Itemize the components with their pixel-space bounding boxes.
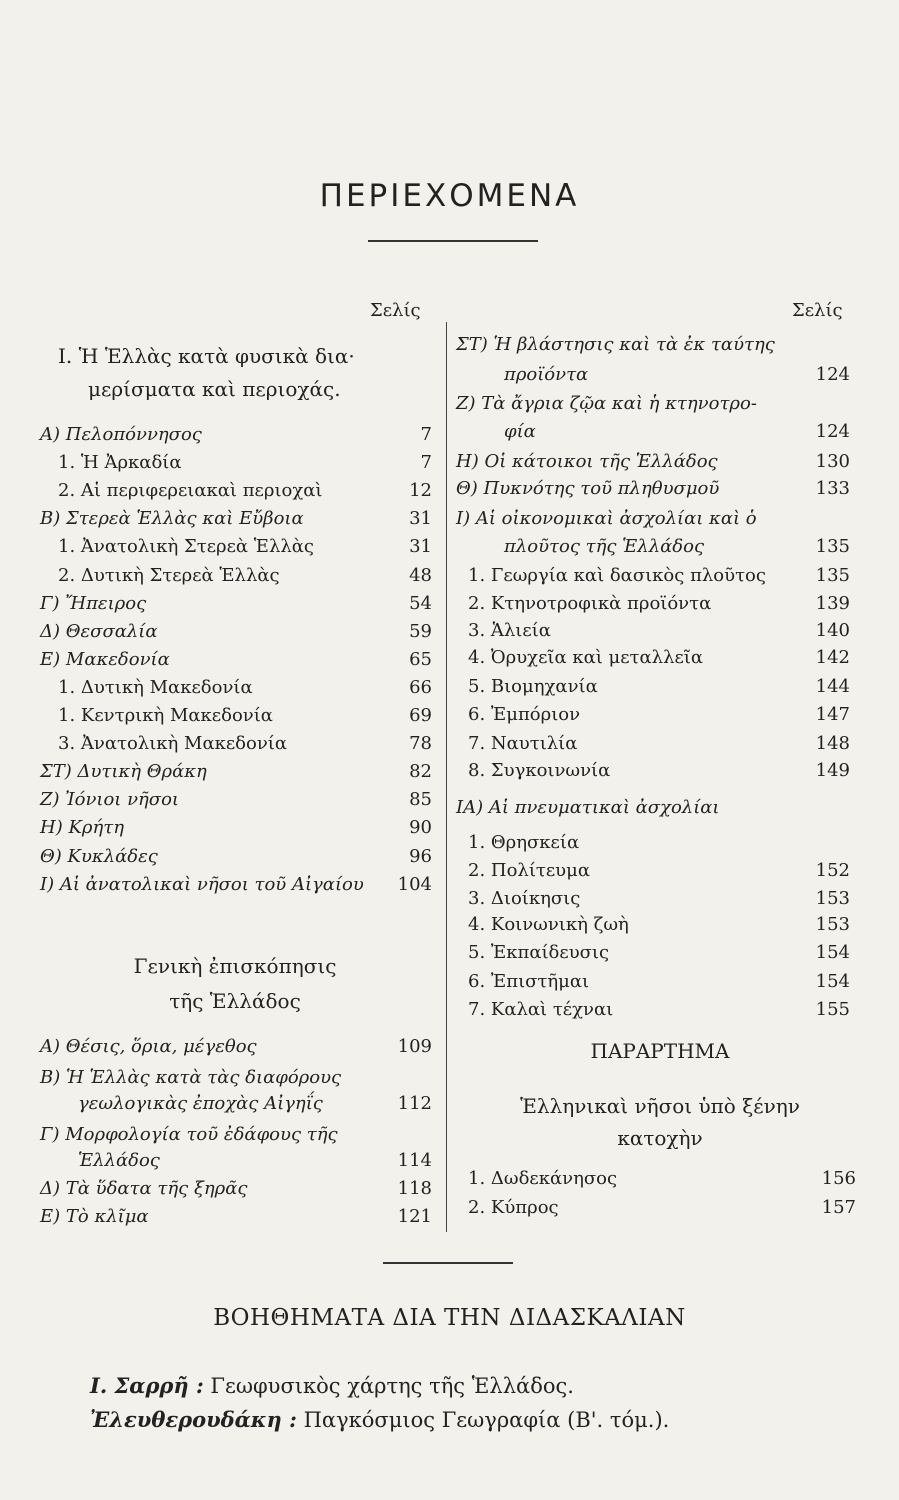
toc-entry-page: 48 <box>409 564 432 586</box>
toc-entry-page: 139 <box>815 593 850 614</box>
toc-entry-label: Η) Κρήτη <box>40 817 124 839</box>
toc-entry-label: Ι) Αἱ ἀνατολικαὶ νῆσοι τοῦ Αἰγαίου <box>40 873 364 895</box>
toc-entry <box>456 620 850 644</box>
toc-entry <box>40 536 432 560</box>
aids-rule <box>383 1262 513 1264</box>
toc-entry <box>40 1150 432 1174</box>
toc-entry-label: 1. Θρησκεία <box>468 832 580 853</box>
toc-entry-page: 82 <box>409 761 432 783</box>
toc-entry <box>40 508 432 532</box>
toc-entry-page: 12 <box>409 480 432 502</box>
toc-entry <box>40 817 432 841</box>
toc-entry <box>456 478 850 502</box>
toc-entry-page: 118 <box>397 1178 432 1199</box>
toc-entry-label: Θ) Κυκλάδες <box>40 845 158 867</box>
general-heading-line1: Γενικὴ ἐπισκόπησις <box>133 954 337 978</box>
toc-entry <box>40 1093 432 1117</box>
toc-entry-page: 147 <box>815 704 850 725</box>
toc-entry <box>456 334 850 358</box>
toc-entry-label: 3. Διοίκησις <box>468 888 581 909</box>
toc-entry <box>456 797 850 821</box>
toc-entry <box>40 593 432 617</box>
toc-entry-page: 109 <box>397 1036 432 1057</box>
toc-entry <box>40 1036 432 1060</box>
toc-entry-page: 153 <box>815 914 850 935</box>
toc-entry-label: Ζ) Ἰόνιοι νῆσοι <box>40 789 179 811</box>
toc-entry-page: 59 <box>409 620 432 642</box>
reference-1 <box>90 1373 574 1398</box>
toc-entry-page: 154 <box>815 942 850 963</box>
toc-entry <box>456 508 850 532</box>
toc-entry-page: 135 <box>815 536 850 557</box>
toc-entry-page: 124 <box>815 421 850 442</box>
page-column-label-right: Σελίς <box>792 300 843 321</box>
toc-entry <box>456 760 850 784</box>
toc-entry <box>40 424 432 448</box>
toc-entry-label: Γ) Ἤπειρος <box>40 592 147 614</box>
toc-entry <box>456 999 850 1023</box>
toc-entry <box>40 1178 432 1202</box>
page-title: ΠΕΡΙΕΧΟΜΕΝΑ <box>319 178 580 214</box>
toc-entry <box>456 393 850 417</box>
toc-entry-label: 1. Γεωργία καὶ δασικὸς πλοῦτος <box>468 565 766 586</box>
toc-entry <box>40 677 432 701</box>
appendix-subtitle-line1: Ἑλληνικαὶ νῆσοι ὑπὸ ξένην <box>520 1094 800 1118</box>
toc-entry <box>456 451 850 475</box>
part1-heading-line2: μερίσματα καὶ περιοχάς. <box>88 377 341 401</box>
toc-entry-page: 31 <box>409 508 432 530</box>
toc-entry <box>456 364 850 388</box>
toc-entry <box>456 832 850 856</box>
toc-entry-label: 2. Κύπρος <box>468 1197 559 1218</box>
reference-2-author: Ἐλευθερουδάκη : <box>90 1407 297 1432</box>
toc-entry-label: Ζ) Τὰ ἄγρια ζῷα καὶ ἡ κτηνοτρο- <box>456 393 757 414</box>
page-column-label-left: Σελίς <box>370 300 421 321</box>
toc-entry <box>456 421 850 445</box>
toc-entry-label: Ε) Μακεδονία <box>40 648 170 670</box>
toc-entry <box>40 452 432 476</box>
toc-entry-page: 156 <box>821 1168 856 1189</box>
toc-entry-page: 124 <box>815 364 850 385</box>
toc-entry-label: Α) Πελοπόννησος <box>40 424 202 445</box>
toc-entry-label: ΣΤ) Ἡ βλάστησις καὶ τὰ ἐκ ταύτης <box>456 334 775 355</box>
toc-entry <box>40 1124 432 1148</box>
reference-1-title: Γεωφυσικὸς χάρτης τῆς Ἑλλάδος. <box>210 1374 574 1398</box>
toc-entry-page: 155 <box>815 999 850 1020</box>
toc-entry <box>40 480 432 504</box>
toc-entry-page: 31 <box>409 536 432 558</box>
toc-entry-label: 5. Βιομηχανία <box>468 676 598 697</box>
appendix-subtitle-line2: κατοχὴν <box>617 1126 703 1150</box>
toc-entry-page: 142 <box>815 647 850 668</box>
toc-entry-label: 1. Ἡ Ἀρκαδία <box>58 452 182 474</box>
toc-entry-label: 8. Συγκοινωνία <box>468 760 611 781</box>
toc-entry-page: 130 <box>815 451 850 472</box>
toc-entry-label: Δ) Θεσσαλία <box>40 620 158 642</box>
toc-entry-label: 6. Ἐπιστῆμαι <box>468 971 590 992</box>
toc-entry <box>468 1168 856 1192</box>
toc-entry <box>456 942 850 966</box>
toc-entry-page: 144 <box>815 676 850 697</box>
reference-2 <box>90 1407 669 1432</box>
toc-entry <box>40 846 432 870</box>
toc-entry-label: προϊόντα <box>504 364 589 385</box>
toc-entry-label: 3. Ἁλιεία <box>468 620 551 641</box>
toc-entry-page: 66 <box>409 676 432 698</box>
toc-entry-label: Α) Θέσις, ὅρια, μέγεθος <box>40 1036 257 1057</box>
toc-entry <box>456 647 850 671</box>
toc-entry-label: Η) Οἱ κάτοικοι τῆς Ἑλλάδος <box>456 451 718 472</box>
toc-entry <box>456 536 850 560</box>
toc-entry-label: 4. Ὀρυχεῖα καὶ μεταλλεῖα <box>468 647 704 668</box>
toc-entry <box>40 733 432 757</box>
toc-entry-label: Θ) Πυκνότης τοῦ πληθυσμοῦ <box>456 478 720 499</box>
toc-entry-label: γεωλογικὰς ἐποχὰς Αἰγηΐς <box>78 1093 323 1114</box>
toc-entry-label: 4. Κοινωνικὴ ζωὴ <box>468 914 629 935</box>
toc-entry <box>40 565 432 589</box>
toc-entry <box>456 971 850 995</box>
toc-entry-label: 7. Καλαὶ τέχναι <box>468 999 614 1020</box>
toc-entry-page: 148 <box>815 733 850 754</box>
toc-entry-page: 7 <box>420 424 432 445</box>
toc-entry <box>40 874 432 898</box>
general-heading-line2: τῆς Ἑλλάδος <box>169 989 301 1013</box>
toc-entry-page: 54 <box>409 592 432 614</box>
column-divider <box>446 322 447 1232</box>
toc-entry <box>456 704 850 728</box>
toc-entry <box>40 621 432 645</box>
toc-entry-label: 6. Ἐμπόριον <box>468 704 581 725</box>
toc-entry <box>468 1197 856 1221</box>
toc-entry-page: 96 <box>409 845 432 867</box>
toc-entry-label: Ι) Αἱ οἰκονομικαὶ ἀσχολίαι καὶ ὁ <box>456 508 757 529</box>
toc-entry-label: 2. Δυτικὴ Στερεὰ Ἑλλὰς <box>58 564 280 586</box>
toc-entry-page: 112 <box>397 1093 432 1114</box>
toc-entry <box>456 888 850 912</box>
toc-entry-label: 2. Κτηνοτροφικὰ προϊόντα <box>468 593 712 614</box>
toc-entry-page: 133 <box>815 478 850 499</box>
title-rule <box>368 240 538 242</box>
toc-entry-page: 85 <box>409 789 432 811</box>
toc-entry-page: 104 <box>397 873 432 895</box>
reference-2-title: Παγκόσμιος Γεωγραφία (Β'. τόμ.). <box>303 1408 670 1432</box>
toc-entry-label: Ἑλλάδος <box>78 1150 160 1171</box>
toc-entry-label: Β) Στερεὰ Ἑλλὰς καὶ Εὔβοια <box>40 508 304 530</box>
toc-entry-label: Δ) Τὰ ὕδατα τῆς ξηρᾶς <box>40 1178 248 1199</box>
toc-entry-label: ΙΑ) Αἱ πνευματικαὶ ἀσχολίαι <box>456 797 720 818</box>
toc-entry-label: φία <box>504 421 536 442</box>
toc-entry-label: 1. Ἀνατολικὴ Στερεὰ Ἑλλὰς <box>58 536 314 558</box>
toc-entry <box>456 565 850 589</box>
toc-entry-page: 157 <box>821 1197 856 1218</box>
toc-entry-label: 5. Ἐκπαίδευσις <box>468 942 610 963</box>
toc-entry-label: 1. Κεντρικὴ Μακεδονία <box>58 705 273 726</box>
toc-entry-label: 2. Πολίτευμα <box>468 860 590 881</box>
reference-1-author: Ι. Σαρρῆ : <box>90 1373 204 1398</box>
toc-entry-page: 140 <box>815 620 850 641</box>
toc-entry <box>456 860 850 884</box>
toc-entry-label: Ε) Τὸ κλῖμα <box>40 1206 149 1227</box>
toc-entry-page: 152 <box>815 860 850 881</box>
toc-entry <box>40 761 432 785</box>
toc-entry <box>40 1067 432 1091</box>
toc-entry-page: 7 <box>420 452 432 474</box>
toc-entry-label: 1. Δυτικὴ Μακεδονία <box>58 676 253 698</box>
toc-entry <box>40 789 432 813</box>
toc-entry-page: 65 <box>409 648 432 670</box>
toc-entry-label: 7. Ναυτιλία <box>468 733 578 754</box>
aids-title: ΒΟΗΘΗΜΑΤΑ ΔΙΑ ΤΗΝ ΔΙΔΑΣΚΑΛΙΑΝ <box>213 1305 686 1331</box>
toc-entry <box>40 1206 432 1230</box>
toc-entry-page: 149 <box>815 760 850 781</box>
toc-entry-page: 135 <box>815 565 850 586</box>
toc-entry-label: Γ) Μορφολογία τοῦ ἐδάφους τῆς <box>40 1124 338 1145</box>
toc-entry-page: 114 <box>397 1150 432 1171</box>
toc-entry <box>456 676 850 700</box>
appendix-title: ΠΑΡΑΡΤΗΜΑ <box>590 1039 730 1063</box>
toc-entry <box>456 914 850 938</box>
toc-entry <box>456 593 850 617</box>
toc-entry-label: 1. Δωδεκάνησος <box>468 1168 618 1189</box>
toc-entry-label: πλοῦτος τῆς Ἑλλάδος <box>504 536 705 557</box>
toc-entry-page: 90 <box>409 817 432 839</box>
toc-entry <box>40 705 432 729</box>
toc-entry-label: ΣΤ) Δυτικὴ Θράκη <box>40 761 207 783</box>
toc-entry-page: 153 <box>815 888 850 909</box>
toc-entry-label: 3. Ἀνατολικὴ Μακεδονία <box>58 733 287 755</box>
toc-entry-page: 121 <box>397 1206 432 1227</box>
part1-heading-line1: I. Ἡ Ἑλλὰς κατὰ φυσικὰ δια· <box>58 344 355 368</box>
toc-entry-label: Β) Ἡ Ἑλλὰς κατὰ τὰς διαφόρους <box>40 1067 342 1088</box>
toc-entry-page: 69 <box>409 705 432 726</box>
toc-entry-page: 154 <box>815 971 850 992</box>
toc-entry <box>456 733 850 757</box>
toc-entry <box>40 649 432 673</box>
toc-entry-label: 2. Αἱ περιφερειακαὶ περιοχαὶ <box>58 480 323 502</box>
toc-entry-page: 78 <box>409 733 432 755</box>
